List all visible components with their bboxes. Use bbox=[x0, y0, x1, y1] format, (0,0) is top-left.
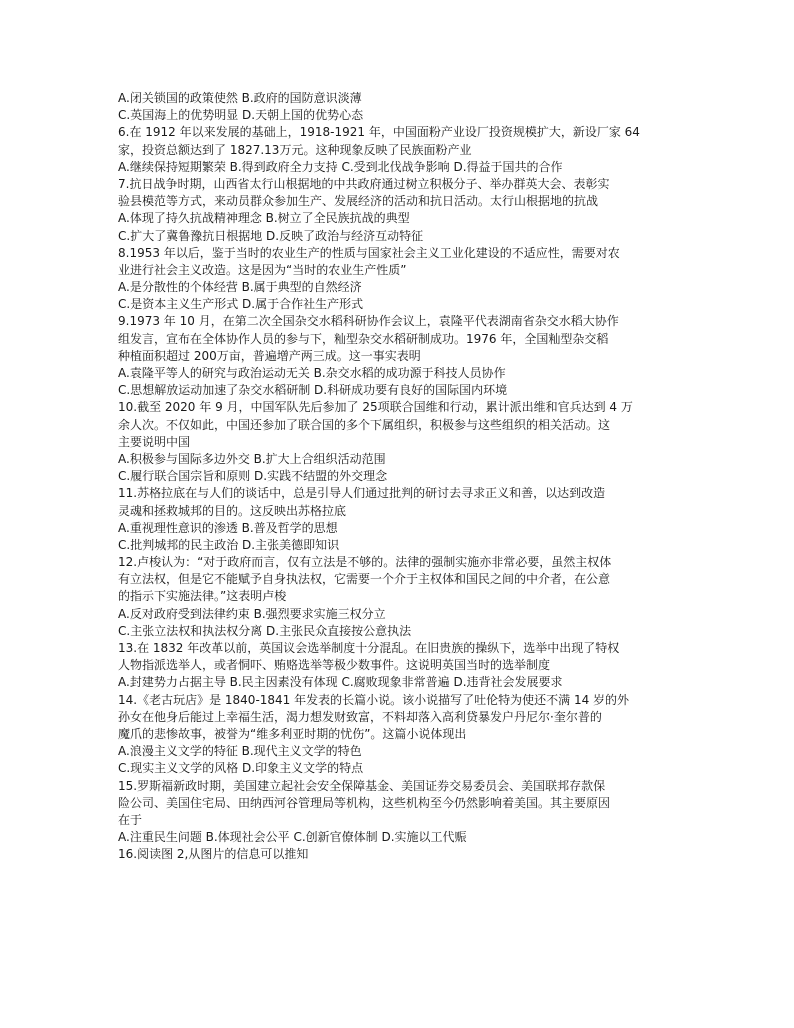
question-9 bbox=[118, 313, 678, 399]
text-line: 验县模范等方式，来动员群众参加生产、发展经济的活动和抗日活动。太行山根据地的抗战 bbox=[118, 194, 599, 209]
text-line: A.反对政府受到法律约束 B.强烈要求实施三权分立 bbox=[118, 606, 386, 621]
text-line: C.批判城邦的民主政治 D.主张美德即知识 bbox=[118, 537, 340, 552]
text-line: 7.抗日战争时期，山西省太行山根据地的中共政府通过树立积极分子、举办群英大会、表彰实 bbox=[118, 176, 610, 191]
exam-page bbox=[118, 90, 678, 863]
question-10 bbox=[118, 399, 678, 485]
text-line: A.重视理性意识的渗透 B.普及哲学的思想 bbox=[118, 520, 338, 535]
text-line: 种植面积超过 200万亩，普遍增产两三成。这一事实表明 bbox=[118, 348, 421, 363]
text-line: 12.卢梭认为：“对于政府而言，仅有立法是不够的。法律的强制实施亦非常必要，虽然主权体 bbox=[118, 555, 612, 570]
text-line: 人物指派选举人，或者恫吓、贿赂选举等极少数事件。这说明英国当时的选举制度 bbox=[118, 658, 551, 673]
question-13 bbox=[118, 640, 678, 692]
text-line: A.注重民生问题 B.体现社会公平 C.创新官僚体制 D.实施以工代赈 bbox=[118, 830, 467, 845]
text-line: 家，投资总额达到了 1827.13万元。这种现象反映了民族面粉产业 bbox=[118, 142, 472, 157]
question-15 bbox=[118, 778, 678, 847]
text-line: A.封建势力占据主导 B.民主因素没有体现 C.腐败现象非常普遍 D.违背社会发展要求 bbox=[118, 675, 563, 690]
text-line: 9.1973 年 10 月，在第二次全国杂交水稻科研协作会议上，袁隆平代表湖南省杂交水稻大协作 bbox=[118, 314, 619, 329]
text-line: 业进行社会主义改造。这是因为“当时的农业生产性质” bbox=[118, 262, 407, 277]
text-line: 8.1953 年以后，鉴于当时的农业生产的性质与国家社会主义工业化建设的不适应性，需要对农 bbox=[118, 245, 620, 260]
text-line: 孙女在他身后能过上幸福生活，渴力想发财致富，不料却落入高利贷暴发户丹尼尔·奎尔普的 bbox=[118, 709, 602, 724]
text-line: C.主张立法权和执法权分离 D.主张民众直接按公意执法 bbox=[118, 623, 412, 638]
text-line: C.履行联合国宗旨和原则 D.实践不结盟的外交理念 bbox=[118, 469, 388, 484]
text-line: 的指示下实施法律。”这表明卢梭 bbox=[118, 589, 287, 604]
text-line: 有立法权，但是它不能赋予自身执法权，它需要一个介于主权体和国民之间的中介者，在公意 bbox=[118, 572, 611, 587]
text-line: 主要说明中国 bbox=[118, 434, 191, 449]
text-line: A.浪漫主义文学的特征 B.现代主义文学的特色 bbox=[118, 744, 362, 759]
text-line: A.是分散性的个体经营 B.属于典型的自然经济 bbox=[118, 280, 362, 295]
text-line: 险公司、美国住宅局、田纳西河谷管理局等机构，这些机构至今仍然影响着美国。其主要原因 bbox=[118, 795, 611, 810]
question-12 bbox=[118, 554, 678, 640]
question-11 bbox=[118, 485, 678, 554]
text-line: A.继续保持短期繁荣 B.得到政府全力支持 C.受到北伐战争影响 D.得益于国共的合作 bbox=[118, 159, 563, 174]
question-8 bbox=[118, 245, 678, 314]
text-line: C.思想解放运动加速了杂交水稻研制 D.科研成功要有良好的国际国内环境 bbox=[118, 383, 508, 398]
text-line: 11.苏格拉底在与人们的谈话中，总是引导人们通过批判的研讨去寻求正义和善，以达到改造 bbox=[118, 486, 606, 501]
question-14 bbox=[118, 692, 678, 778]
text-line: 16.阅读图 2,从图片的信息可以推知 bbox=[118, 847, 309, 862]
text-line: C.英国海上的优势明显 D.天朝上国的优势心态 bbox=[118, 108, 364, 123]
text-line: 6.在 1912 年以来发展的基础上，1918-1921 年，中国面粉产业设厂投资规模扩大，新设厂家 64 bbox=[118, 125, 640, 140]
text-line: 10.截至 2020 年 9 月，中国军队先后参加了 25项联合国维和行动，累计派出维和官兵达到 4 万 bbox=[118, 400, 633, 415]
text-line: 在于 bbox=[118, 812, 143, 827]
text-line: A.体现了持久抗战精神理念 B.树立了全民族抗战的典型 bbox=[118, 211, 410, 226]
text-line: 组发言，宣布在全体协作人员的参与下，籼型杂交水稻研制成功。1976 年，全国籼型杂交稻 bbox=[118, 331, 609, 346]
question-6 bbox=[118, 124, 678, 176]
text-line: A.袁隆平等人的研究与政治运动无关 B.杂交水稻的成功源于科技人员协作 bbox=[118, 366, 506, 380]
text-line: C.是资本主义生产形式 D.属于合作社生产形式 bbox=[118, 297, 364, 312]
question-16 bbox=[118, 846, 678, 863]
question-7 bbox=[118, 176, 678, 245]
text-line: 13.在 1832 年改革以前，英国议会选举制度十分混乱。在旧贵族的操纵下，选举中出现了特权 bbox=[118, 641, 620, 655]
text-line: 14.《老古玩店》是 1840-1841 年发表的长篇小说。该小说描写了吐伦特为使还不满 14 岁的外 bbox=[118, 692, 630, 707]
text-line: A.积极参与国际多边外交 B.扩大上合组织活动范围 bbox=[118, 451, 386, 466]
text-line: A.闭关锁国的政策使然 B.政府的国防意识淡薄 bbox=[118, 91, 362, 105]
text-line: C.扩大了冀鲁豫抗日根据地 D.反映了政治与经济互动特征 bbox=[118, 228, 424, 243]
text-line: C.现实主义文学的风格 D.印象主义文学的特点 bbox=[118, 761, 364, 776]
text-line: 魔爪的悲惨故事，被誉为“维多利亚时期的忧伤”。这篇小说体现出 bbox=[118, 726, 467, 741]
text-line: 灵魂和拯救城邦的目的。这反映出苏格拉底 bbox=[118, 503, 347, 518]
text-line: 余人次。不仅如此，中国还参加了联合国的多个下属组织，积极参与这些组织的相关活动。这 bbox=[118, 417, 611, 432]
text-line: 15.罗斯福新政时期，美国建立起社会安全保障基金、美国证券交易委员会、美国联邦存款保 bbox=[118, 778, 606, 793]
question-5-options bbox=[118, 90, 678, 124]
